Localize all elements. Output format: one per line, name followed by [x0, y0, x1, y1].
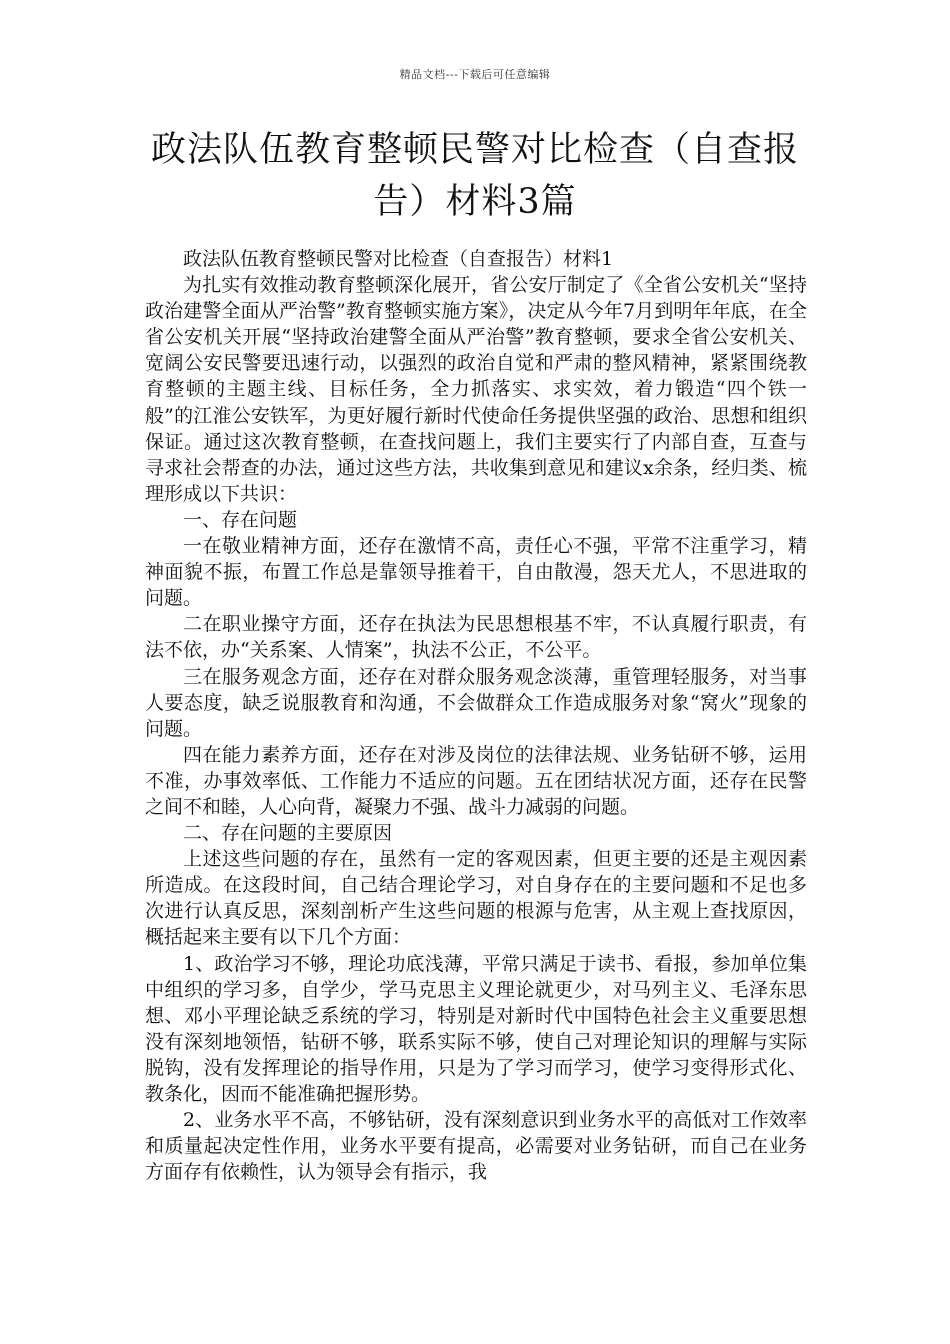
body-paragraph: 1、政治学习不够，理论功底浅薄，平常只满足于读书、看报，参加单位集中组织的学习多，自学少，学马克思主义理论就更少，对马列主义、毛泽东思想、邓小平理论缺乏系统的学习，特别是对新时代中国特色社会主义重要思想没有深刻地领悟，钻研不够，联系实际不够，使自己对理论知识的理解与实际脱钩，没有发挥理论的指导作用，只是为了学习而学习，使学习变得形式化、教条化，因而不能准确把握形势。 [145, 952, 807, 1105]
body-paragraph: 为扎实有效推动教育整顿深化展开，省公安厅制定了《全省公安机关“坚持政治建警全面从严治警”教育整顿实施方案》，决定从今年7月到明年年底，在全省公安机关开展“坚持政治建警全面从严治警”教育整顿，要求全省公安机关、宽阔公安民警要迅速行动，以强烈的政治自觉和严肃的整风精神，紧紧围绕教育整顿的主题主线、目标任务，全力抓落实、求实效，着力锻造“四个铁一般”的江淮公安铁军，为更好履行新时代使命任务提供坚强的政治、思想和组织保证。通过这次教育整顿，在查找问题上，我们主要实行了内部自查，互查与寻求社会帮查的办法，通过这些方法，共收集到意见和建议x余条，经归类、梳理形成以下共识： [145, 274, 807, 505]
section-heading: 一、存在问题 [183, 508, 298, 531]
document-title: 政法队伍教育整顿民警对比检查（自查报告）材料3篇 [150, 130, 799, 222]
header-note: 精品文档---下载后可任意编辑 [399, 68, 551, 81]
body-paragraph: 一在敬业精神方面，还存在激情不高，责任心不强，平常不注重学习，精神面貌不振，布置工作总是靠领导推着干，自由散漫，怨天尤人，不思进取的问题。 [145, 535, 807, 610]
section-heading: 二、存在问题的主要原因 [183, 822, 393, 845]
body-paragraph: 二在职业操守方面，还存在执法为民思想根基不牢，不认真履行职责，有法不依，办“关系案、人情案”，执法不公正，不公平。 [145, 613, 807, 662]
body-paragraph: 上述这些问题的存在，虽然有一定的客观因素，但更主要的还是主观因素所造成。在这段时间，自己结合理论学习，对自身存在的主要问题和不足也多次进行认真反思，深刻剖析产生这些问题的根源与危害，从主观上查找原因，概括起来主要有以下几个方面： [145, 848, 807, 949]
subtitle-paragraph: 政法队伍教育整顿民警对比检查（自查报告）材料1 [183, 248, 614, 270]
document-body [145, 246, 807, 1185]
body-paragraph: 2、业务水平不高，不够钻研，没有深刻意识到业务水平的高低对工作效率和质量起决定性作用，业务水平要有提高，必需要对业务钻研，而自己在业务方面存有依赖性，认为领导会有指示，我 [145, 1109, 807, 1184]
body-paragraph: 三在服务观念方面，还存在对群众服务观念淡薄，重管理轻服务，对当事人要态度，缺乏说服教育和沟通，不会做群众工作造成服务对象“窝火”现象的问题。 [145, 665, 807, 740]
body-paragraph: 四在能力素养方面，还存在对涉及岗位的法律法规、业务钻研不够，运用不准，办事效率低、工作能力不适应的问题。五在团结状况方面，还存在民警之间不和睦，人心向背，凝聚力不强、战斗力减弱的问题。 [145, 743, 807, 818]
